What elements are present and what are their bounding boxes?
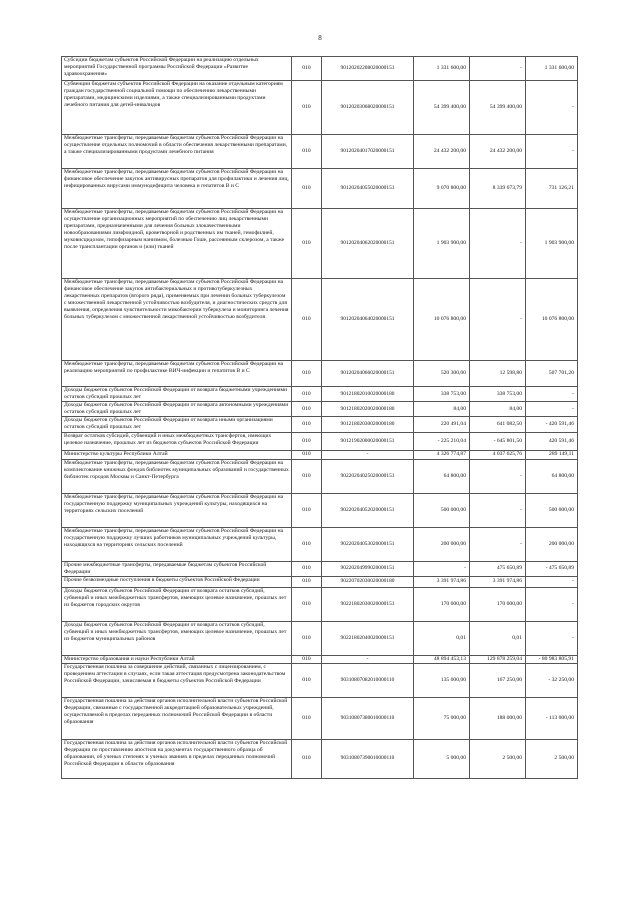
row-budget-code: 90120202208020000151 [322, 57, 414, 81]
table-row [62, 450, 578, 459]
row-budget-code: 90220204052020000151 [322, 493, 414, 527]
row-amount-difference: - [526, 402, 578, 417]
row-name: Министерство образования и науки Республики Алтай [62, 655, 292, 663]
table-row [62, 279, 578, 361]
row-name: Прочие безвозмездные поступления в бюджеты субъектов Российской Федерации [62, 576, 292, 587]
row-budget-code: - [322, 655, 414, 663]
row-amount-approved: 0,01 [414, 621, 470, 655]
row-name: Субвенции бюджетам субъектов Российской Федерации на оказание отдельным категориям граждан государственной социальной помощи по обеспечению лекарственными препаратами, медицинскими изделиями, а также специализированными продуктами лечебного питания для детей-инвалидов [62, 81, 292, 135]
row-admin-code: 010 [292, 417, 322, 432]
row-budget-code: - [322, 450, 414, 459]
row-name: Межбюджетные трансферты, передаваемые бюджетам субъектов Российской Федерации на государственную поддержку лучших работников муниципальных учреждений культуры, находящихся на территориях сельских поселений [62, 527, 292, 561]
row-amount-difference: 507 701,20 [526, 361, 578, 387]
row-amount-approved: 84,00 [414, 402, 470, 417]
row-name: Прочие межбюджетные трансферты, передаваемые бюджетам субъектов Российской Федерации [62, 561, 292, 576]
row-name: Доходы бюджетов субъектов Российской Федерации от возврата бюджетными учреждениями остатков субсидий прошлых лет [62, 387, 292, 402]
row-budget-code: 90120204066020000151 [322, 361, 414, 387]
table-row [62, 209, 578, 279]
row-admin-code: 010 [292, 209, 322, 279]
row-amount-executed: 188 000,00 [470, 697, 526, 739]
row-amount-difference: 200 000,00 [526, 527, 578, 561]
row-amount-difference: - [526, 135, 578, 169]
row-admin-code: 010 [292, 135, 322, 169]
row-amount-executed: - 645 801,50 [470, 432, 526, 450]
row-name: Возврат остатков субсидий, субвенций и иных межбюджетных трансфертов, имеющих целевое назначение, прошлых лет из бюджетов субъектов Российской Федерации [62, 432, 292, 450]
row-admin-code: 010 [292, 576, 322, 587]
table-row [62, 402, 578, 417]
row-name: Министерство культуры Республики Алтай [62, 450, 292, 459]
row-budget-code: 90310807380010000110 [322, 697, 414, 739]
row-amount-approved: 24 432 200,00 [414, 135, 470, 169]
row-amount-approved: 520 300,00 [414, 361, 470, 387]
row-admin-code: 010 [292, 739, 322, 778]
row-budget-code: 90120204064020000151 [322, 279, 414, 361]
row-amount-executed: - [470, 493, 526, 527]
row-budget-code: 90220204053020000151 [322, 527, 414, 561]
row-admin-code: 010 [292, 279, 322, 361]
row-budget-code: 90121802030020000180 [322, 417, 414, 432]
row-amount-executed: 8 339 673,79 [470, 169, 526, 209]
row-budget-code: 90221802030020000151 [322, 587, 414, 621]
row-amount-approved: 9 070 800,00 [414, 169, 470, 209]
row-admin-code: 010 [292, 493, 322, 527]
row-admin-code: 010 [292, 561, 322, 576]
row-amount-executed: 54 399 400,00 [470, 81, 526, 135]
row-amount-executed: 475 650,89 [470, 561, 526, 576]
row-amount-difference: - 420 591,46 [526, 417, 578, 432]
row-amount-executed: 12 598,80 [470, 361, 526, 387]
table-row [62, 739, 578, 778]
budget-table-body [62, 57, 578, 779]
row-budget-code: 90310807390010000110 [322, 739, 414, 778]
row-admin-code: 010 [292, 57, 322, 81]
row-amount-difference: - [526, 81, 578, 135]
row-budget-code: 90120204017020000151 [322, 135, 414, 169]
row-budget-code: 90220204025020000151 [322, 459, 414, 493]
row-budget-code: 90121802020020000180 [322, 402, 414, 417]
row-name: Субсидии бюджетам субъектов Российской Федерации на реализацию отдельных мероприятий Государственной программы Российской Федерации «Развитие здравоохранения» [62, 57, 292, 81]
row-admin-code: 010 [292, 587, 322, 621]
row-amount-difference: 2 500,00 [526, 739, 578, 778]
row-budget-code: 90220702030020000180 [322, 576, 414, 587]
row-admin-code: 010 [292, 459, 322, 493]
row-amount-difference: 10 076 800,00 [526, 279, 578, 361]
row-amount-approved: 4 326 774,87 [414, 450, 470, 459]
row-amount-executed: - [470, 527, 526, 561]
table-row [62, 169, 578, 209]
row-admin-code: 010 [292, 527, 322, 561]
row-amount-difference: - 80 983 805,91 [526, 655, 578, 663]
table-row [62, 527, 578, 561]
row-amount-difference: 1 331 600,00 [526, 57, 578, 81]
row-amount-approved: 3 391 974,86 [414, 576, 470, 587]
row-amount-difference: - 32 250,00 [526, 663, 578, 697]
row-name: Доходы бюджетов субъектов Российской Федерации от возврата иными организациями остатков субсидий прошлых лет [62, 417, 292, 432]
row-amount-approved: 338 753,00 [414, 387, 470, 402]
row-amount-executed: 338 753,00 [470, 387, 526, 402]
row-budget-code: 90220204999020000151 [322, 561, 414, 576]
table-row [62, 663, 578, 697]
row-amount-difference: - 113 000,00 [526, 697, 578, 739]
row-amount-approved: 220 491,04 [414, 417, 470, 432]
row-amount-executed: 129 878 259,04 [470, 655, 526, 663]
table-row [62, 459, 578, 493]
row-amount-executed: 84,00 [470, 402, 526, 417]
row-amount-executed: - [470, 279, 526, 361]
table-row [62, 361, 578, 387]
row-amount-approved: 10 076 800,00 [414, 279, 470, 361]
row-amount-difference: - 475 650,89 [526, 561, 578, 576]
row-name: Межбюджетные трансферты, передаваемые бюджетам субъектов Российской Федерации на реализацию мероприятий по профилактике ВИЧ-инфекции и гепатитов В и С [62, 361, 292, 387]
row-amount-approved: 64 800,00 [414, 459, 470, 493]
row-amount-difference: 731 126,21 [526, 169, 578, 209]
row-admin-code: 010 [292, 361, 322, 387]
row-amount-difference: 64 800,00 [526, 459, 578, 493]
row-amount-executed: 641 082,50 [470, 417, 526, 432]
row-admin-code: 010 [292, 81, 322, 135]
row-amount-executed: 2 500,00 [470, 739, 526, 778]
row-name: Межбюджетные трансферты, передаваемые бюджетам субъектов Российской Федерации на осуществление отдельных полномочий в области обеспечения лекарственными препаратами, а также специализированными продуктами лечебного питания [62, 135, 292, 169]
row-name: Государственная пошлина за действия органов исполнительной власти субъектов Российской Федерации по проставлению апостиля на документах государственного образца об образовании, об ученых степенях и ученых званиях в пределах переданных полномочий Российской Федерации в области образования [62, 739, 292, 778]
row-amount-approved: 1 331 600,00 [414, 57, 470, 81]
budget-table [61, 56, 578, 779]
row-budget-code: 90221802040020000151 [322, 621, 414, 655]
row-budget-code: 90120204062020000151 [322, 209, 414, 279]
row-admin-code: 010 [292, 450, 322, 459]
row-amount-difference: - [526, 576, 578, 587]
row-amount-approved: 54 399 400,00 [414, 81, 470, 135]
row-amount-difference: - [526, 621, 578, 655]
row-amount-executed: 170 000,00 [470, 587, 526, 621]
row-amount-approved: 5 000,00 [414, 739, 470, 778]
row-name: Доходы бюджетов субъектов Российской Федерации от возврата остатков субсидий, субвенций и иных межбюджетных трансфертов, имеющих целевое назначение, прошлых лет из бюджетов муниципальных районов [62, 621, 292, 655]
row-name: Доходы бюджетов субъектов Российской Федерации от возврата автономными учреждениями остатков субсидий прошлых лет [62, 402, 292, 417]
table-row [62, 621, 578, 655]
row-admin-code: 010 [292, 402, 322, 417]
table-row [62, 387, 578, 402]
row-amount-executed: 24 432 200,00 [470, 135, 526, 169]
row-amount-approved: - 225 210,04 [414, 432, 470, 450]
table-row [62, 135, 578, 169]
row-amount-approved: 48 894 453,13 [414, 655, 470, 663]
row-amount-approved: - [414, 561, 470, 576]
row-admin-code: 010 [292, 387, 322, 402]
row-amount-difference: 420 591,46 [526, 432, 578, 450]
table-row [62, 493, 578, 527]
table-row [62, 417, 578, 432]
row-amount-executed: 4 037 625,76 [470, 450, 526, 459]
row-name: Государственная пошлина за совершение действий, связанных с лицензированием, с проведением аттестации в случаях, если такая аттестация предусмотрена законодательством Российской Федерации, зачисляемая в бюджеты субъектов Российской Федерации [62, 663, 292, 697]
row-admin-code: 010 [292, 432, 322, 450]
row-name: Межбюджетные трансферты, передаваемые бюджетам субъектов Российской Федерации на осуществление организационных мероприятий по обеспечению лиц лекарственными препаратами, предназначенными для лечения больных злокачественными новообразованиями лимфоидной, кроветворной и родственных им тканей, гемофилией, муковисцидозом, гипофизарным нанизмом, болезнью Гоше, рассеянным склерозом, а также после трансплантации органов и (или) тканей [62, 209, 292, 279]
row-amount-approved: 135 000,00 [414, 663, 470, 697]
row-admin-code: 010 [292, 663, 322, 697]
row-amount-approved: 200 000,00 [414, 527, 470, 561]
table-row [62, 81, 578, 135]
row-admin-code: 010 [292, 169, 322, 209]
row-amount-approved: 75 000,00 [414, 697, 470, 739]
table-row [62, 57, 578, 81]
row-amount-executed: - [470, 459, 526, 493]
table-row [62, 697, 578, 739]
row-name: Межбюджетные трансферты, передаваемые бюджетам субъектов Российской Федерации на финансовое обеспечение закупок антивирусных препаратов для профилактики и лечения лиц, инфицированных вирусами иммунодефицита человека и гепатитов В и С [62, 169, 292, 209]
row-amount-approved: 1 903 900,00 [414, 209, 470, 279]
row-amount-difference: 500 000,00 [526, 493, 578, 527]
table-row [62, 587, 578, 621]
row-admin-code: 010 [292, 697, 322, 739]
row-admin-code: 010 [292, 655, 322, 663]
row-amount-approved: 500 000,00 [414, 493, 470, 527]
row-amount-executed: 167 250,00 [470, 663, 526, 697]
row-budget-code: 90120203068020000151 [322, 81, 414, 135]
row-amount-difference: - [526, 587, 578, 621]
table-row [62, 576, 578, 587]
row-name: Межбюджетные трансферты, передаваемые бюджетам субъектов Российской Федерации на государственную поддержку муниципальных учреждений культуры, находящихся на территориях сельских поселений [62, 493, 292, 527]
row-budget-code: 90120204055020000151 [322, 169, 414, 209]
table-row [62, 655, 578, 663]
row-amount-executed: 0,01 [470, 621, 526, 655]
row-amount-executed: - [470, 57, 526, 81]
row-amount-executed: - [470, 209, 526, 279]
row-amount-approved: 170 000,00 [414, 587, 470, 621]
row-amount-difference: - [526, 387, 578, 402]
row-amount-difference: 289 149,11 [526, 450, 578, 459]
row-name: Межбюджетные трансферты, передаваемые бюджетам субъектов Российской Федерации на комплектование книжных фондов библиотек муниципальных образований и государственных библиотек городов Москвы и Санкт-Петербурга [62, 459, 292, 493]
row-name: Доходы бюджетов субъектов Российской Федерации от возврата остатков субсидий, субвенций и иных межбюджетных трансфертов, имеющих целевое назначение, прошлых лет из бюджетов городских округов [62, 587, 292, 621]
table-row [62, 561, 578, 576]
row-budget-code: 90310807082010000110 [322, 663, 414, 697]
row-budget-code: 90121802010020000180 [322, 387, 414, 402]
row-admin-code: 010 [292, 621, 322, 655]
row-amount-executed: 3 391 974,86 [470, 576, 526, 587]
row-name: Государственная пошлина за действия органов исполнительной власти субъектов Российской Федерации, связанные с государственной аккредитацией образовательных учреждений, осуществляемой в пределах переданных полномочий Российской Федерации в области образования [62, 697, 292, 739]
row-amount-difference: 1 903 900,00 [526, 209, 578, 279]
page-number: 8 [318, 34, 322, 42]
row-name: Межбюджетные трансферты, передаваемые бюджетам субъектов Российской Федерации на финансовое обеспечение закупок антибактериальных и противотуберкулезных лекарственных препаратов (второго ряда), применяемых при лечении больных туберкулезом с множественной лекарственной устойчивостью возбудителя, и диагностических средств для выявления, определения чувствительности микобактерии туберкулеза и мониторинга лечения больных туберкулезом с множественной лекарственной устойчивостью возбудителя [62, 279, 292, 361]
table-row [62, 432, 578, 450]
row-budget-code: 90121902000020000151 [322, 432, 414, 450]
